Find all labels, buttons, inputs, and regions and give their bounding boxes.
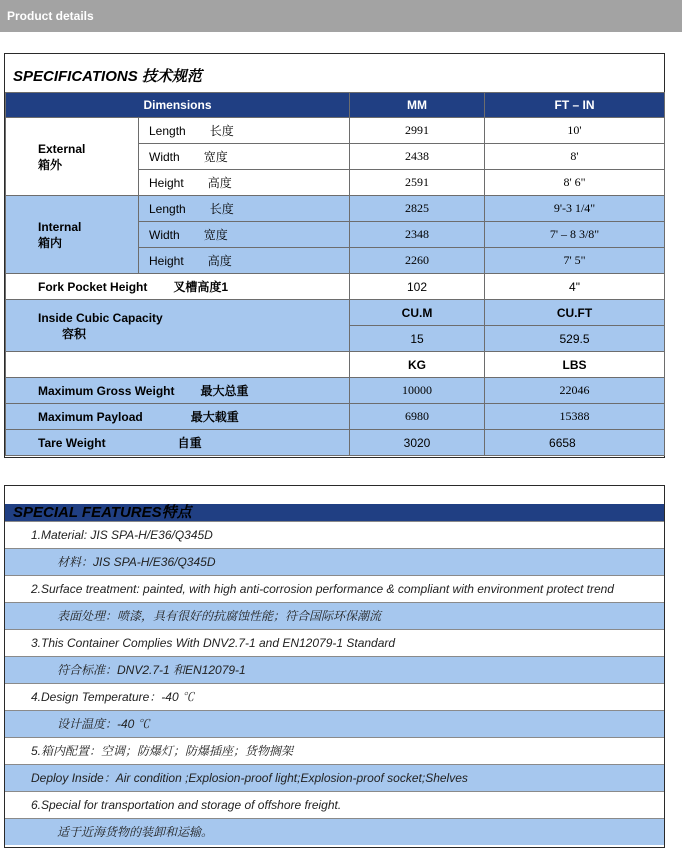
feature-row: 2.Surface treatment: painted, with high anti-corrosion performance & compliant with environment protect trend xyxy=(5,575,664,602)
internal-length-mm: 2825 xyxy=(350,196,485,222)
feature-row: Deploy Inside：Air condition ;Explosion-proof light;Explosion-proof socket;Shelves xyxy=(5,764,664,791)
cubic-label-zh: 容积 xyxy=(62,326,87,341)
external-group-label xyxy=(6,118,139,196)
table-header-row xyxy=(6,93,665,118)
table-row xyxy=(6,352,665,378)
external-height-mm: 2591 xyxy=(350,170,485,196)
external-length-mm: 2991 xyxy=(350,118,485,144)
internal-length-label: Length 长度 xyxy=(139,196,350,222)
product-details-header xyxy=(0,0,682,32)
feature-row: 5.箱内配置：空调；防爆灯；防爆插座；货物搁架 xyxy=(5,737,664,764)
fork-pocket-ft: 4" xyxy=(485,274,665,300)
external-label-zh: 箱外 xyxy=(38,157,63,172)
feature-row: 适于近海货物的装卸和运输。 xyxy=(5,818,664,845)
cubic-label-en: Inside Cubic Capacity xyxy=(38,310,163,325)
cubic-unit-cum: CU.M xyxy=(350,300,485,326)
table-row xyxy=(6,118,665,144)
feature-row: 1.Material: JIS SPA-H/E36/Q345D xyxy=(5,521,664,548)
internal-width-ft: 7' – 8 3/8" xyxy=(485,222,665,248)
tare-weight-kg: 3020 xyxy=(350,430,485,456)
weight-unit-kg: KG xyxy=(350,352,485,378)
internal-length-ft: 9'-3 1/4" xyxy=(485,196,665,222)
product-details-title: Product details xyxy=(7,9,94,23)
internal-height-label: Height 高度 xyxy=(139,248,350,274)
external-label-en: External xyxy=(38,141,86,156)
max-gross-weight-label: Maximum Gross Weight 最大总重 xyxy=(6,378,350,404)
max-gross-weight-lbs: 22046 xyxy=(485,378,665,404)
feature-row: 设计温度：-40 ℃ xyxy=(5,710,664,737)
col-dimensions: Dimensions xyxy=(6,93,350,118)
external-width-label: Width 宽度 xyxy=(139,144,350,170)
internal-height-mm: 2260 xyxy=(350,248,485,274)
internal-width-mm: 2348 xyxy=(350,222,485,248)
max-payload-lbs: 15388 xyxy=(485,404,665,430)
feature-row: 6.Special for transportation and storage of offshore freight. xyxy=(5,791,664,818)
special-features-panel xyxy=(4,485,665,848)
external-length-label: Length 长度 xyxy=(139,118,350,144)
table-row xyxy=(6,430,665,456)
specifications-title: SPECIFICATIONS 技术规范 xyxy=(13,68,202,85)
col-mm: MM xyxy=(350,93,485,118)
col-ftin: FT – IN xyxy=(485,93,665,118)
external-width-mm: 2438 xyxy=(350,144,485,170)
cubic-value-cum: 15 xyxy=(350,326,485,352)
feature-row: 符合标准：DNV2.7-1 和EN12079-1 xyxy=(5,656,664,683)
max-gross-weight-kg: 10000 xyxy=(350,378,485,404)
tare-weight-label: Tare Weight 自重 xyxy=(6,430,350,456)
special-features-title: SPECIAL FEATURES特点 xyxy=(13,504,192,521)
specifications-heading xyxy=(5,54,664,92)
cubic-capacity-label xyxy=(6,300,350,352)
table-row xyxy=(6,404,665,430)
table-row xyxy=(6,378,665,404)
table-row xyxy=(6,274,665,300)
feature-row: 材料：JIS SPA-H/E36/Q345D xyxy=(5,548,664,575)
max-payload-label: Maximum Payload 最大载重 xyxy=(6,404,350,430)
table-row xyxy=(6,300,665,326)
feature-row: 3.This Container Complies With DNV2.7-1 and EN12079-1 Standard xyxy=(5,629,664,656)
special-features-heading xyxy=(5,486,664,521)
external-width-ft: 8' xyxy=(485,144,665,170)
internal-width-label: Width 宽度 xyxy=(139,222,350,248)
feature-row: 表面处理：喷漆，具有很好的抗腐蚀性能；符合国际环保潮流 xyxy=(5,602,664,629)
internal-height-ft: 7' 5" xyxy=(485,248,665,274)
specifications-table xyxy=(5,92,665,456)
internal-label-en: Internal xyxy=(38,219,82,234)
tare-weight-lbs: 6658 xyxy=(485,430,665,456)
fork-pocket-label: Fork Pocket Height 叉槽高度1 xyxy=(6,274,350,300)
specifications-panel xyxy=(4,53,665,458)
table-row xyxy=(6,196,665,222)
feature-row: 4.Design Temperature：-40 ℃ xyxy=(5,683,664,710)
internal-group-label xyxy=(6,196,139,274)
external-length-ft: 10' xyxy=(485,118,665,144)
internal-label-zh: 箱内 xyxy=(38,235,63,250)
cubic-unit-cuft: CU.FT xyxy=(485,300,665,326)
fork-pocket-mm: 102 xyxy=(350,274,485,300)
max-payload-kg: 6980 xyxy=(350,404,485,430)
external-height-ft: 8' 6" xyxy=(485,170,665,196)
weight-unit-lbs: LBS xyxy=(485,352,665,378)
external-height-label: Height 高度 xyxy=(139,170,350,196)
cubic-value-cuft: 529.5 xyxy=(485,326,665,352)
